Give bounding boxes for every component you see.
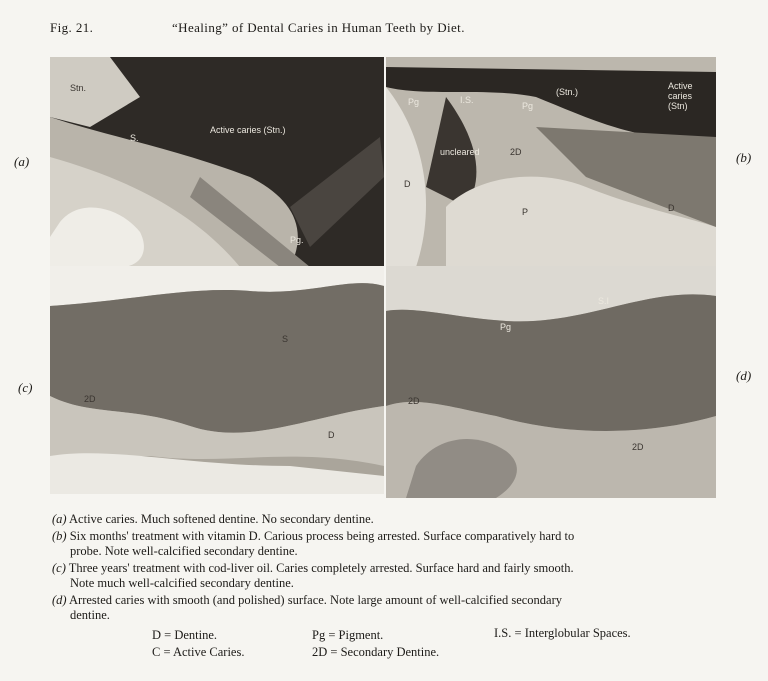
legend-meaning: Interglobular Spaces. <box>524 626 631 640</box>
panel-a-label-s: S. <box>130 133 139 143</box>
side-label-a: (a) <box>14 154 30 169</box>
figure-title: “Healing” of Dental Caries in Human Teeth by Diet. <box>172 20 465 35</box>
legend-meaning: Pigment. <box>338 628 384 642</box>
panel-b-label-2d: 2D <box>510 147 522 157</box>
panel-a-label-active-caries: Active caries (Stn.) <box>210 125 286 135</box>
caption-continuation: Note much well-calcified secondary dentine. <box>70 576 294 590</box>
side-label-d: (d) <box>736 368 752 383</box>
legend-item-pg: Pg = Pigment. <box>312 628 384 642</box>
legend-abbr: D <box>152 628 162 642</box>
panel-d-label-pg: Pg <box>500 322 512 332</box>
legend-abbr: I.S. <box>494 626 512 640</box>
caption-text: Active caries. Much softened dentine. No secondary dentine. <box>69 512 374 526</box>
legend-abbr: Pg <box>312 628 326 642</box>
caption-block <box>52 512 732 625</box>
caption-key: (b) <box>52 528 67 543</box>
side-label-c: (c) <box>18 380 33 395</box>
caption-text: Six months' treatment with vitamin D. Carious process being arrested. Surface comparatively hard to <box>69 528 575 543</box>
caption-text: Three years' treatment with cod-liver oil. Caries completely arrested. Surface hard and fairly smooth. <box>68 560 574 575</box>
side-label-b: (b) <box>736 150 752 165</box>
caption-key: (a) <box>52 512 67 526</box>
panel-d-label-2d-2: 2D <box>632 442 644 452</box>
panel-b-label-p: P <box>522 207 529 217</box>
panel-c-micrograph <box>50 266 384 494</box>
caption-a <box>52 512 732 528</box>
caption-d <box>52 593 732 624</box>
panel-a-label-pg: Pg. <box>290 235 304 245</box>
panel-d-label-si: S.I <box>598 296 610 306</box>
caption-continuation: probe. Note well-calcified secondary dentine. <box>70 544 298 558</box>
panel-b-micrograph <box>386 57 716 267</box>
caption-continuation: dentine. <box>70 608 110 622</box>
caption-c <box>52 561 732 592</box>
panel-b-label-is: I.S. <box>460 95 474 105</box>
caption-b <box>52 529 732 560</box>
figure-number: Fig. 21. <box>50 20 94 35</box>
legend-meaning: Secondary Dentine. <box>340 645 440 659</box>
panel-b-label-pg-2: Pg <box>522 101 534 111</box>
panel-d-micrograph <box>386 266 716 498</box>
panel-b-label-stn: (Stn.) <box>556 87 579 97</box>
panel-c-label-2d: 2D <box>84 394 96 404</box>
caption-key: (c) <box>52 560 66 575</box>
panel-d-label-2d-1: 2D <box>408 396 420 406</box>
caption-key: (d) <box>52 592 67 607</box>
legend-meaning: Active Caries. <box>172 645 245 659</box>
legend-meaning: Dentine. <box>174 628 218 642</box>
panel-a-micrograph <box>50 57 384 267</box>
legend-item-is: I.S. = Interglobular Spaces. <box>494 626 631 640</box>
legend-abbr: 2D <box>312 645 328 659</box>
panel-b-label-d-2: D <box>668 203 675 213</box>
legend-item-d: D = Dentine. <box>152 628 218 642</box>
caption-text: Arrested caries with smooth (and polished) surface. Note large amount of well-calcified secondary <box>69 592 563 607</box>
legend-item-c: C = Active Caries. <box>152 645 245 659</box>
panel-c-label-d: D <box>328 430 335 440</box>
panel-c-label-s: S <box>282 334 289 344</box>
legend-item-2d: 2D = Secondary Dentine. <box>312 645 440 659</box>
panel-a-label-stn: Stn. <box>70 83 87 93</box>
panel-b-label-d-1: D <box>404 179 411 189</box>
legend-abbr: C <box>152 645 161 659</box>
panel-b-label-pg-1: Pg <box>408 97 420 107</box>
panel-b-label-active-caries: Active caries (Stn) <box>668 81 693 111</box>
panel-b-label-uncleared: uncleared <box>440 147 480 157</box>
